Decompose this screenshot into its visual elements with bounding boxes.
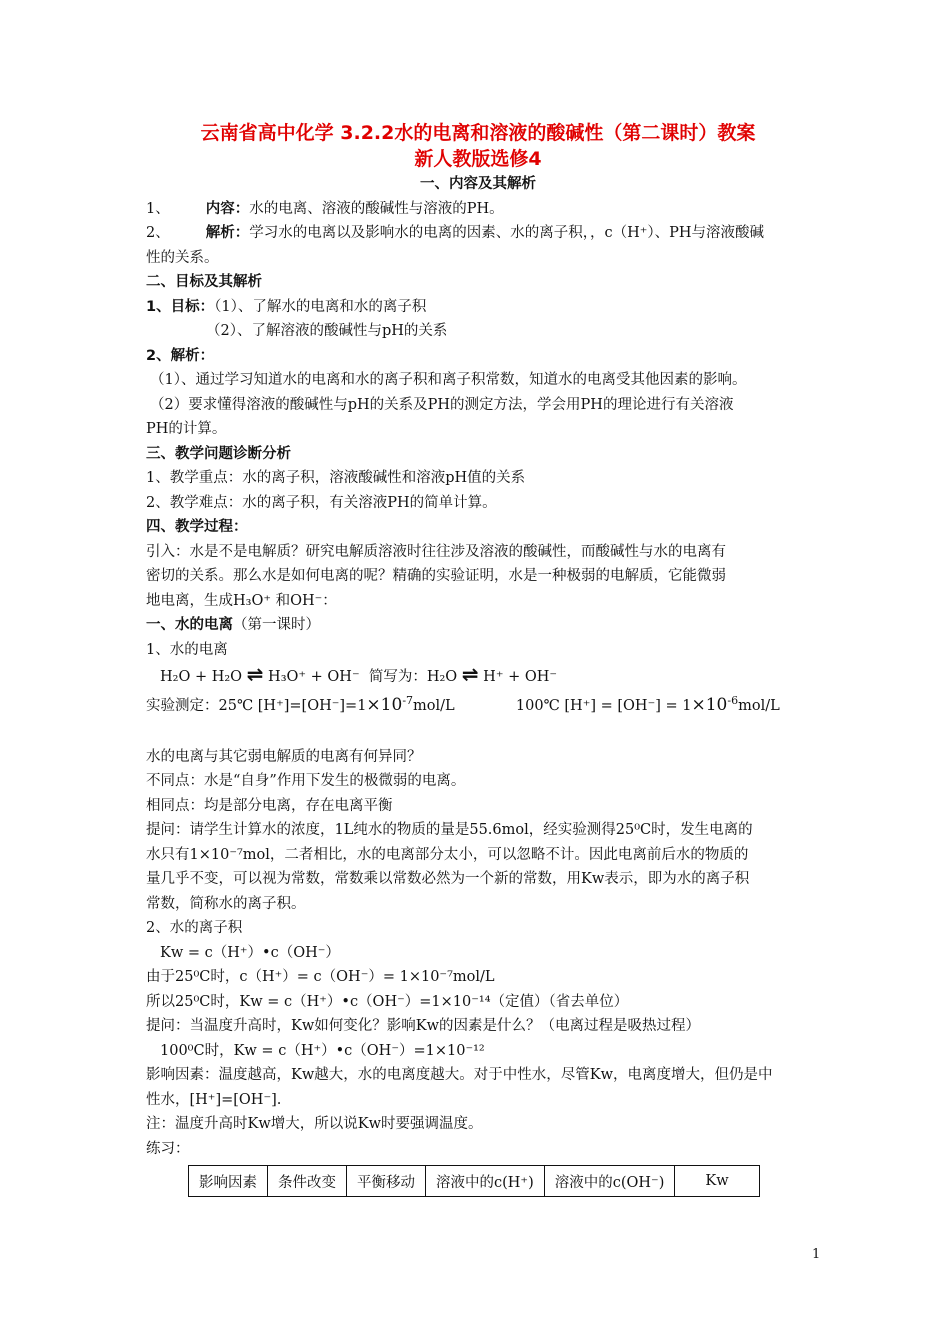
equation-right: H₃O⁺ + OH⁻ (268, 669, 360, 685)
ionization-equation (146, 662, 810, 690)
exp-25c-mult: ×10 (366, 694, 403, 715)
section1-item2-cont: 性的关系。 (146, 249, 219, 266)
section1-item2 (146, 221, 810, 246)
kw-definition: Kw = c（H⁺）•c（OH⁻） (160, 944, 340, 961)
factor-line2: 性水，[H⁺]=[OH⁻]. (146, 1091, 282, 1108)
document-page (146, 120, 810, 1197)
section1-item1 (146, 197, 810, 222)
kw-25c-line2: 所以25⁰C时，Kw = c（H⁺）•c（OH⁻）=1×10⁻¹⁴（定值）（省去单位） (146, 993, 629, 1010)
table-header-cell: 平衡移动 (347, 1166, 426, 1197)
part1-heading: 一、水的电离 (146, 617, 233, 633)
analysis-line2-cont: PH的计算。 (146, 421, 227, 437)
table-row (189, 1166, 760, 1197)
goal-line1 (146, 295, 810, 320)
page-number: 1 (812, 1247, 821, 1262)
item-text: 水的电离、溶液的酸碱性与溶液的PH。 (249, 200, 504, 217)
intro-line1: 引入：水是不是电解质？研究电解质溶液时往往涉及溶液的酸碱性，而酸碱性与水的电离有 (146, 543, 726, 560)
ask-temperature: 提问：当温度升高时，Kw如何变化？影响Kw的因素是什么？（电离过程是吸热过程） (146, 1018, 700, 1034)
exp-100c-exponent: -6 (727, 693, 739, 707)
equation-short-right: H⁺ + OH⁻ (483, 669, 558, 685)
teaching-difficulty: 2、教学难点：水的离子积，有关溶液PH的简单计算。 (146, 494, 497, 511)
section2-heading: 二、目标及其解析 (146, 274, 262, 290)
equilibrium-arrow-icon: ⇌ (246, 662, 264, 686)
ask-line2: 水只有1×10⁻⁷mol，二者相比，水的电离部分太小，可以忽略不计。因此电离前后水的物质的 (146, 846, 749, 863)
exp-25c-unit: mol/L (413, 697, 455, 714)
item-number: 1、 (146, 200, 170, 217)
equilibrium-arrow-icon: ⇌ (461, 662, 479, 686)
ask-line4: 常数，简称水的离子积。 (146, 895, 306, 912)
exp-25c: 实验测定：25℃ [H⁺]=[OH⁻]=1 (146, 697, 367, 714)
exp-100c-unit: mol/L (738, 697, 780, 714)
part1-heading-line (146, 613, 810, 638)
equation-short-label: 简写为：H₂O (368, 669, 458, 685)
item-label: 内容： (205, 200, 250, 217)
goal-line2: （2）、了解溶液的酸碱性与pH的关系 (206, 323, 448, 339)
kw-25c-line1: 由于25⁰C时，c（H⁺）= c（OH⁻）= 1×10⁻⁷mol/L (146, 969, 495, 985)
table-header-cell: Kw (675, 1166, 759, 1197)
sub2-heading: 2、水的离子积 (146, 920, 243, 936)
intro-line3: 地电离，生成H₃O⁺ 和OH⁻： (146, 592, 337, 609)
kw-100c-line: 100⁰C时，Kw = c（H⁺）•c（OH⁻）=1×10⁻¹² (160, 1042, 485, 1059)
analysis-label: 2、解析： (146, 347, 215, 364)
section1-heading: 一、内容及其解析 (420, 176, 536, 192)
section4-heading: 四、教学过程： (146, 519, 248, 535)
difference-line: 不同点：水是“自身”作用下发生的极微弱的电离。 (146, 773, 466, 789)
note-line: 注：温度升高时Kw增大，所以说Kw时要强调温度。 (146, 1116, 483, 1132)
analysis-line1: （1）、通过学习知道水的电离和水的离子积和离子积常数，知道水的电离受其他因素的影响。 (150, 372, 747, 388)
spacer (146, 721, 810, 745)
goal-text: （1）、了解水的电离和水的离子积 (214, 298, 427, 315)
experiment-line (146, 690, 810, 721)
part1-heading-note: （第一课时） (233, 617, 320, 633)
teaching-key: 1、教学重点：水的离子积，溶液酸碱性和溶液pH值的关系 (146, 470, 526, 486)
intro-line2: 密切的关系。那么水是如何电离的呢？精确的实验证明，水是一种极弱的电解质，它能微弱 (146, 568, 726, 584)
practice-table (188, 1165, 760, 1197)
goal-label: 1、目标： (146, 298, 215, 315)
item-label: 解析： (205, 225, 250, 241)
item-number: 2、 (146, 225, 170, 241)
equation-left: H₂O + H₂O (160, 669, 243, 685)
question-line: 水的电离与其它弱电解质的电离有何异同？ (146, 748, 422, 765)
factor-line1: 影响因素：温度越高，Kw越大，水的电离度越大。对于中性水，尽管Kw，电离度增大，但仍是中 (146, 1067, 773, 1083)
practice-label: 练习： (146, 1140, 190, 1157)
exp-100c-mult: ×10 (691, 694, 728, 715)
item-text: 学习水的电离以及影响水的电离的因素、水的离子积，，c（H⁺）、PH与溶液酸碱 (249, 225, 765, 241)
table-header-cell: 溶液中的c(H⁺) (426, 1166, 545, 1197)
doc-title-line1: 云南省高中化学 3.2.2水的电离和溶液的酸碱性（第二课时）教案 (200, 122, 756, 144)
table-header-cell: 影响因素 (189, 1166, 268, 1197)
ask-line3: 量几乎不变，可以视为常数，常数乘以常数必然为一个新的常数，用Kw表示，即为水的离子积 (146, 871, 750, 887)
ask-line1: 提问：请学生计算水的浓度，1L纯水的物质的量是55.6mol，经实验测得25⁰C时，发生电离的 (146, 822, 753, 838)
table-header-cell: 溶液中的c(OH⁻) (544, 1166, 675, 1197)
table-header-cell: 条件改变 (268, 1166, 347, 1197)
similarity-line: 相同点：均是部分电离，存在电离平衡 (146, 797, 393, 814)
analysis-line2: （2）要求懂得溶液的酸碱性与pH的关系及PH的测定方法，学会用PH的理论进行有关溶液 (150, 396, 734, 413)
section3-heading: 三、教学问题诊断分析 (146, 445, 291, 462)
doc-title-line2: 新人教版选修4 (414, 148, 542, 170)
exp-100c: 100℃ [H⁺] = [OH⁻] = 1 (515, 697, 692, 714)
exp-25c-exponent: -7 (402, 693, 414, 707)
sub1-heading: 1、水的电离 (146, 641, 228, 658)
